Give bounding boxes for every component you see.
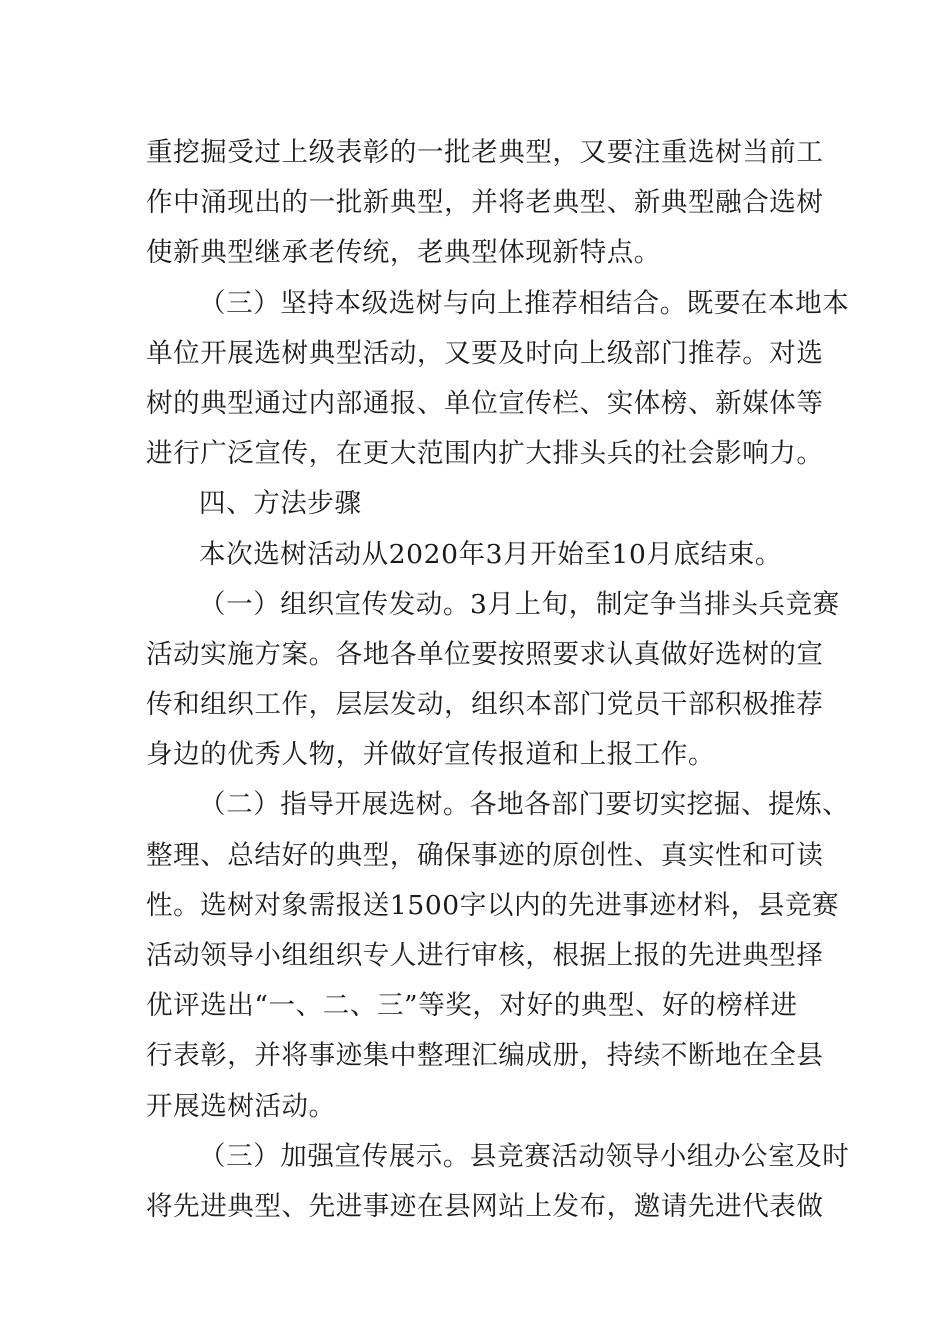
section-heading: 四、方法步骤 xyxy=(199,488,362,520)
paragraph-start-line: （一）组织宣传发动。3月上旬，制定争当排头兵竞赛 xyxy=(199,588,840,620)
text-line: 活动领导小组组织专人进行审核，根据上报的先进典型择 xyxy=(146,940,824,971)
text-line: 传和组织工作，层层发动，组织本部门党员干部积极推荐 xyxy=(146,689,824,721)
text-line: 单位开展选树典型活动，又要及时向上级部门推荐。对选 xyxy=(146,337,824,369)
text-line: 开展选树活动。 xyxy=(146,1090,336,1122)
paragraph-start-line: 本次选树活动从2020年3月开始至10月底结束。 xyxy=(199,538,782,570)
text-line: 整理、总结好的典型，确保事迹的原创性、真实性和可读 xyxy=(146,839,824,871)
text-line: 优评选出“一、二、三”等奖，对好的典型、好的榜样进 xyxy=(146,990,798,1022)
text-line: 重挖掘受过上级表彰的一批老典型，又要注重选树当前工 xyxy=(146,137,824,168)
document-body xyxy=(146,128,850,1232)
text-line: 作中涌现出的一批新典型，并将老典型、新典型融合选树 xyxy=(146,187,824,219)
text-line: 树的典型通过内部通报、单位宣传栏、实体榜、新媒体等 xyxy=(146,387,824,419)
text-line: 进行广泛宣传，在更大范围内扩大排头兵的社会影响力。 xyxy=(146,438,824,470)
text-line: 性。选树对象需报送1500字以内的先进事迹材料，县竞赛 xyxy=(146,889,840,921)
text-line: 活动实施方案。各地各单位要按照要求认真做好选树的宣 xyxy=(146,638,824,670)
text-line: 使新典型继承老传统，老典型体现新特点。 xyxy=(146,237,661,269)
paragraph-start-line: （三）坚持本级选树与向上推荐相结合。既要在本地本 xyxy=(199,287,850,319)
paragraph-start-line: （三）加强宣传展示。县竞赛活动领导小组办公室及时 xyxy=(199,1140,850,1172)
text-line: 行表彰，并将事迹集中整理汇编成册，持续不断地在全县 xyxy=(146,1040,824,1072)
text-line: 将先进典型、先进事迹在县网站上发布，邀请先进代表做 xyxy=(146,1190,824,1222)
paragraph-start-line: （二）指导开展选树。各地各部门要切实挖掘、提炼、 xyxy=(199,789,850,821)
text-line: 身边的优秀人物，并做好宣传报道和上报工作。 xyxy=(146,739,716,771)
